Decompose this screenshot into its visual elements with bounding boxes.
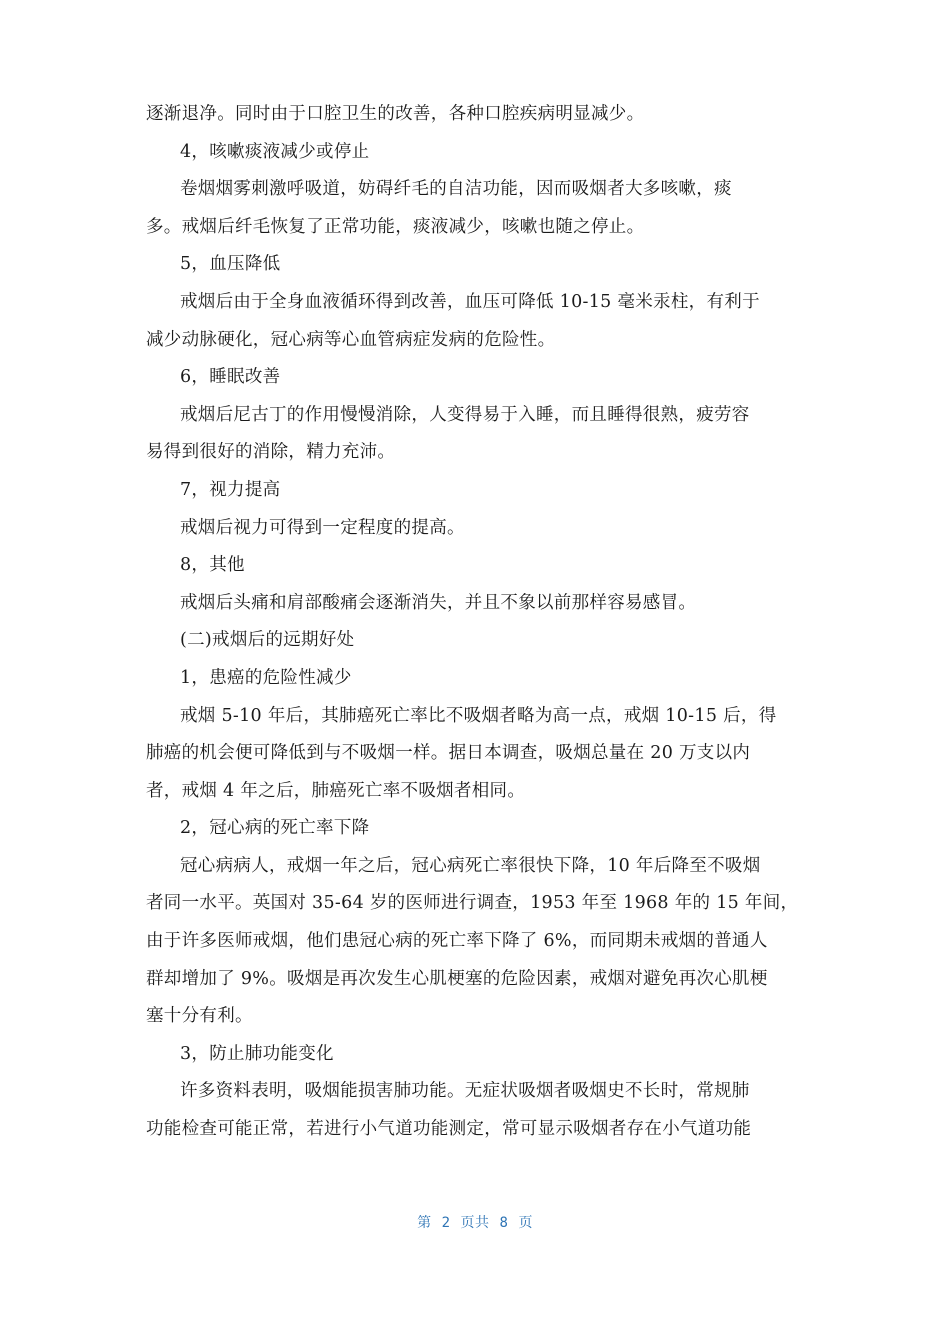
text-line: 肺癌的机会便可降低到与不吸烟一样。据日本调查，吸烟总量在 20 万支以内 [146,743,751,764]
document-body [146,96,806,1149]
text-line: 7，视力提高 [180,479,281,500]
text-line: 多。戒烟后纤毛恢复了正常功能，痰液减少，咳嗽也随之停止。 [146,216,645,237]
text-line: 者同一水平。英国对 35-64 岁的医师进行调查，1953 年至 1968 年的 15 年间， [146,893,799,914]
text-line: 4，咳嗽痰液减少或停止 [180,141,370,162]
footer-suffix: 页 [518,1215,533,1231]
text-line: 群却增加了 9%。吸烟是再次发生心肌梗塞的危险因素，戒烟对避免再次心肌梗 [146,968,768,989]
text-line: 减少动脉硬化，冠心病等心血管病症发病的危险性。 [146,329,556,350]
text-line: 戒烟 5-10 年后，其肺癌死亡率比不吸烟者略为高一点，戒烟 10-15 后，得 [180,705,777,726]
text-line: 1，患癌的危险性减少 [180,667,352,688]
footer-current-page: 2 [441,1215,451,1231]
text-line: 者，戒烟 4 年之后，肺癌死亡率不吸烟者相同。 [146,780,526,801]
text-line: (二)戒烟后的远期好处 [180,630,355,651]
text-line: 由于许多医师戒烟，他们患冠心病的死亡率下降了 6%，而同期未戒烟的普通人 [146,931,768,952]
text-line: 卷烟烟雾刺激呼吸道，妨碍纤毛的自洁功能，因而吸烟者大多咳嗽，痰 [180,179,732,200]
page-footer [0,1212,950,1232]
text-line: 功能检查可能正常，若进行小气道功能测定，常可显示吸烟者存在小气道功能 [146,1119,752,1140]
text-line: 6，睡眠改善 [180,367,281,388]
text-line: 戒烟后尼古丁的作用慢慢消除，人变得易于入睡，而且睡得很熟，疲劳容 [180,404,750,425]
text-line: 5，血压降低 [180,254,281,275]
footer-total-pages: 8 [499,1215,509,1231]
text-line: 许多资料表明，吸烟能损害肺功能。无症状吸烟者吸烟史不长时，常规肺 [180,1081,750,1102]
text-line: 冠心病病人，戒烟一年之后，冠心病死亡率很快下降，10 年后降至不吸烟 [180,855,761,876]
text-line: 2，冠心病的死亡率下降 [180,818,370,839]
text-line: 易得到很好的消除，精力充沛。 [146,442,396,463]
text-line: 戒烟后视力可得到一定程度的提高。 [180,517,465,538]
text-line: 塞十分有利。 [146,1006,253,1027]
footer-middle: 页共 [460,1215,490,1231]
text-line: 3，防止肺功能变化 [180,1043,334,1064]
text-line: 逐渐退净。同时由于口腔卫生的改善，各种口腔疾病明显减少。 [146,104,645,124]
text-line: 戒烟后由于全身血液循环得到改善，血压可降低 10-15 毫米汞柱，有利于 [180,291,760,312]
footer-prefix: 第 [417,1215,432,1231]
text-line: 8，其他 [180,555,245,576]
text-line: 戒烟后头痛和肩部酸痛会逐渐消失，并且不象以前那样容易感冒。 [180,592,697,613]
